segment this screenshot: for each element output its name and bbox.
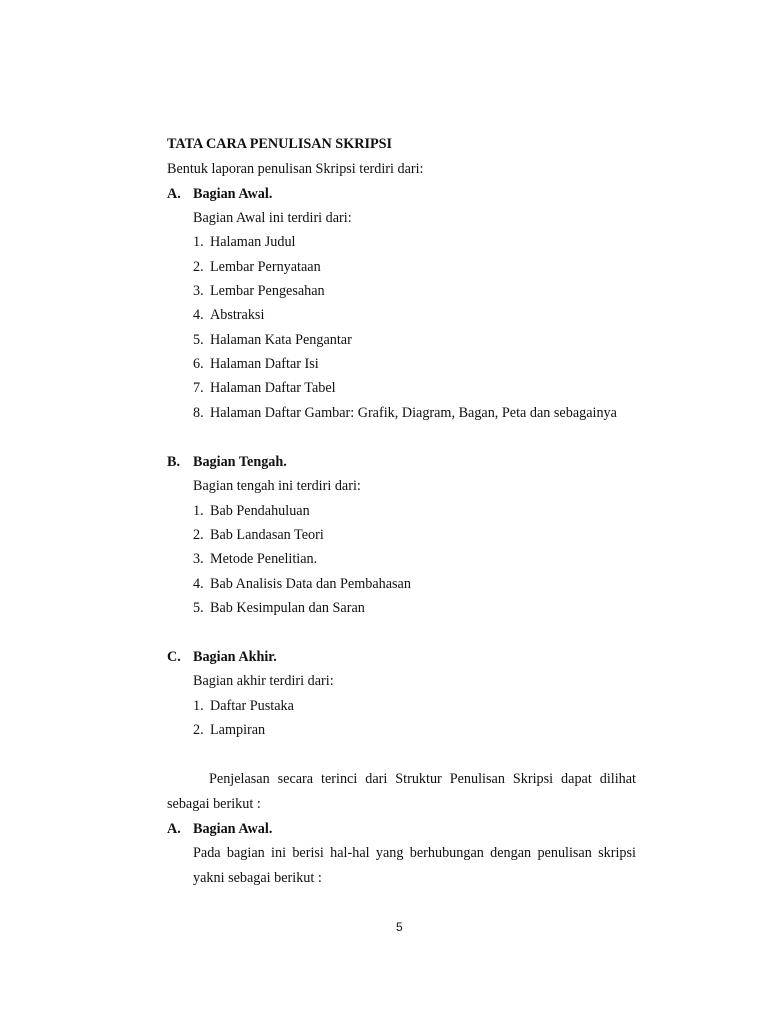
list-number: 5. bbox=[193, 332, 204, 348]
list-text: Bab Kesimpulan dan Saran bbox=[210, 600, 365, 616]
list-number: 3. bbox=[193, 283, 204, 299]
list-number: 6. bbox=[193, 356, 204, 372]
list-number: 1. bbox=[193, 698, 204, 714]
list-text: Halaman Daftar Gambar: Grafik, Diagram, Bagan, Peta dan sebagainya bbox=[210, 405, 617, 421]
list-number: 2. bbox=[193, 722, 204, 738]
section-subintro: Bagian tengah ini terdiri dari: bbox=[193, 478, 361, 494]
list-number: 5. bbox=[193, 600, 204, 616]
list-number: 4. bbox=[193, 307, 204, 323]
list-text: Halaman Kata Pengantar bbox=[210, 332, 352, 348]
section-heading: Bagian Akhir. bbox=[193, 649, 277, 665]
section-heading: Bagian Awal. bbox=[193, 821, 273, 837]
list-text: Abstraksi bbox=[210, 307, 265, 323]
section-letter: A. bbox=[167, 186, 181, 202]
section-letter: C. bbox=[167, 649, 181, 665]
list-text: Lampiran bbox=[210, 722, 266, 738]
list-text: Halaman Judul bbox=[210, 234, 296, 250]
section-heading: Bagian Tengah. bbox=[193, 454, 287, 470]
list-number: 7. bbox=[193, 380, 204, 396]
list-number: 2. bbox=[193, 259, 204, 275]
detail-line-2: yakni sebagai berikut : bbox=[193, 870, 322, 886]
detail-line-1: Pada bagian ini berisi hal-hal yang berhubungan dengan penulisan skripsi bbox=[193, 845, 636, 861]
list-number: 3. bbox=[193, 551, 204, 567]
list-text: Halaman Daftar Isi bbox=[210, 356, 319, 372]
list-number: 1. bbox=[193, 503, 204, 519]
list-text: Lembar Pengesahan bbox=[210, 283, 325, 299]
page-number: 5 bbox=[396, 920, 403, 934]
list-text: Bab Pendahuluan bbox=[210, 503, 310, 519]
list-text: Lembar Pernyataan bbox=[210, 259, 321, 275]
list-number: 8. bbox=[193, 405, 204, 421]
explanation-line-2: sebagai berikut : bbox=[167, 796, 261, 812]
list-number: 4. bbox=[193, 576, 204, 592]
list-text: Bab Landasan Teori bbox=[210, 527, 324, 543]
section-subintro: Bagian Awal ini terdiri dari: bbox=[193, 210, 352, 226]
list-number: 1. bbox=[193, 234, 204, 250]
section-letter: B. bbox=[167, 454, 181, 470]
explanation-line-1: Penjelasan secara terinci dari Struktur Penulisan Skripsi dapat dilihat bbox=[209, 771, 636, 787]
section-letter: A. bbox=[167, 821, 181, 837]
page-title: TATA CARA PENULISAN SKRIPSI bbox=[167, 136, 393, 152]
list-text: Halaman Daftar Tabel bbox=[210, 380, 336, 396]
list-text: Metode Penelitian. bbox=[210, 551, 318, 567]
intro-text: Bentuk laporan penulisan Skripsi terdiri dari: bbox=[167, 161, 424, 177]
list-text: Bab Analisis Data dan Pembahasan bbox=[210, 576, 411, 592]
list-number: 2. bbox=[193, 527, 204, 543]
list-text: Daftar Pustaka bbox=[210, 698, 294, 714]
section-heading: Bagian Awal. bbox=[193, 186, 273, 202]
section-subintro: Bagian akhir terdiri dari: bbox=[193, 673, 334, 689]
